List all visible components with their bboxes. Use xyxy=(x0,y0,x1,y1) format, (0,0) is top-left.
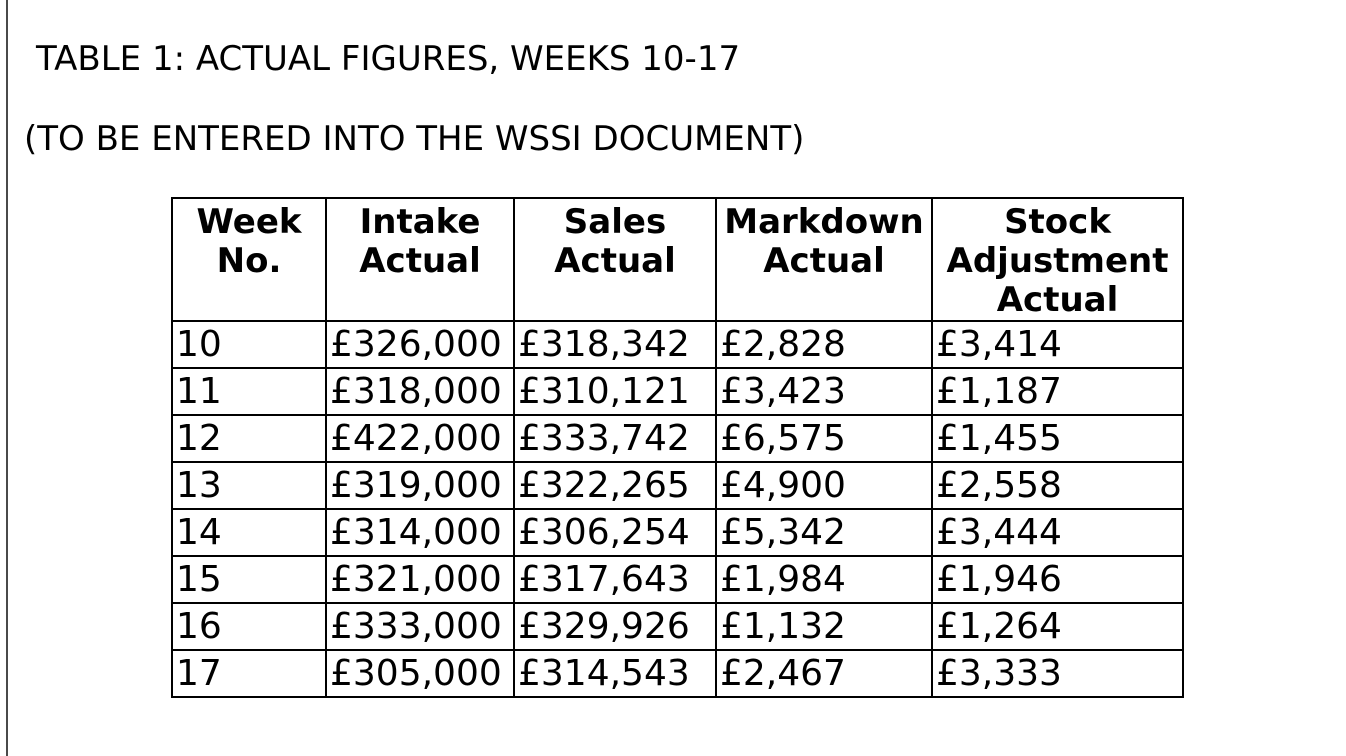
cell-sales: £310,121 xyxy=(514,368,716,415)
cell-week: 13 xyxy=(172,462,326,509)
cell-intake: £314,000 xyxy=(326,509,514,556)
cell-intake: £318,000 xyxy=(326,368,514,415)
cell-stock-adjustment: £1,946 xyxy=(932,556,1183,603)
cell-stock-adjustment: £1,455 xyxy=(932,415,1183,462)
cell-week: 16 xyxy=(172,603,326,650)
cell-intake: £326,000 xyxy=(326,321,514,368)
cell-sales: £329,926 xyxy=(514,603,716,650)
header-week-no-line-2: No. xyxy=(216,241,282,281)
cell-week: 10 xyxy=(172,321,326,368)
cell-markdown: £2,828 xyxy=(716,321,932,368)
cell-markdown: £3,423 xyxy=(716,368,932,415)
cell-markdown: £1,132 xyxy=(716,603,932,650)
cell-week: 14 xyxy=(172,509,326,556)
actual-figures-table xyxy=(171,197,1184,698)
cell-sales: £317,643 xyxy=(514,556,716,603)
cell-stock-adjustment: £3,444 xyxy=(932,509,1183,556)
cell-sales: £322,265 xyxy=(514,462,716,509)
table-row xyxy=(172,509,1183,556)
cell-stock-adjustment: £2,558 xyxy=(932,462,1183,509)
cell-sales: £306,254 xyxy=(514,509,716,556)
header-markdown-line-1: Markdown xyxy=(724,202,924,242)
cell-markdown: £6,575 xyxy=(716,415,932,462)
table-row xyxy=(172,603,1183,650)
cell-stock-adjustment: £1,264 xyxy=(932,603,1183,650)
cell-intake: £319,000 xyxy=(326,462,514,509)
header-markdown-line-2: Actual xyxy=(763,241,885,281)
cell-sales: £333,742 xyxy=(514,415,716,462)
header-week-no xyxy=(172,198,326,321)
cell-intake: £422,000 xyxy=(326,415,514,462)
cell-markdown: £1,984 xyxy=(716,556,932,603)
cell-markdown: £2,467 xyxy=(716,650,932,697)
header-sales-actual xyxy=(514,198,716,321)
cell-week: 12 xyxy=(172,415,326,462)
header-row xyxy=(172,198,1183,321)
table-subtitle: (TO BE ENTERED INTO THE WSSI DOCUMENT) xyxy=(24,119,805,159)
header-intake-actual xyxy=(326,198,514,321)
header-intake-line-1: Intake xyxy=(359,202,481,242)
table-row xyxy=(172,368,1183,415)
cell-week: 15 xyxy=(172,556,326,603)
table-row xyxy=(172,650,1183,697)
cell-stock-adjustment: £1,187 xyxy=(932,368,1183,415)
header-week-no-line-1: Week xyxy=(196,202,302,242)
header-markdown-actual xyxy=(716,198,932,321)
header-stock-line-2: Adjustment xyxy=(946,241,1169,281)
cell-intake: £333,000 xyxy=(326,603,514,650)
header-sales-line-1: Sales xyxy=(563,202,667,242)
table-row xyxy=(172,321,1183,368)
cell-intake: £321,000 xyxy=(326,556,514,603)
cell-week: 11 xyxy=(172,368,326,415)
cell-stock-adjustment: £3,414 xyxy=(932,321,1183,368)
header-sales-line-2: Actual xyxy=(554,241,676,281)
table-title: TABLE 1: ACTUAL FIGURES, WEEKS 10-17 xyxy=(36,39,741,79)
cell-intake: £305,000 xyxy=(326,650,514,697)
cell-sales: £314,543 xyxy=(514,650,716,697)
table-row xyxy=(172,556,1183,603)
header-intake-line-2: Actual xyxy=(359,241,481,281)
cell-markdown: £4,900 xyxy=(716,462,932,509)
cell-sales: £318,342 xyxy=(514,321,716,368)
cell-markdown: £5,342 xyxy=(716,509,932,556)
header-stock-adjustment-actual xyxy=(932,198,1183,321)
header-stock-line-3: Actual xyxy=(996,280,1119,320)
table-row xyxy=(172,462,1183,509)
header-stock-line-1: Stock xyxy=(1004,202,1111,242)
cell-stock-adjustment: £3,333 xyxy=(932,650,1183,697)
table-row xyxy=(172,415,1183,462)
cell-week: 17 xyxy=(172,650,326,697)
